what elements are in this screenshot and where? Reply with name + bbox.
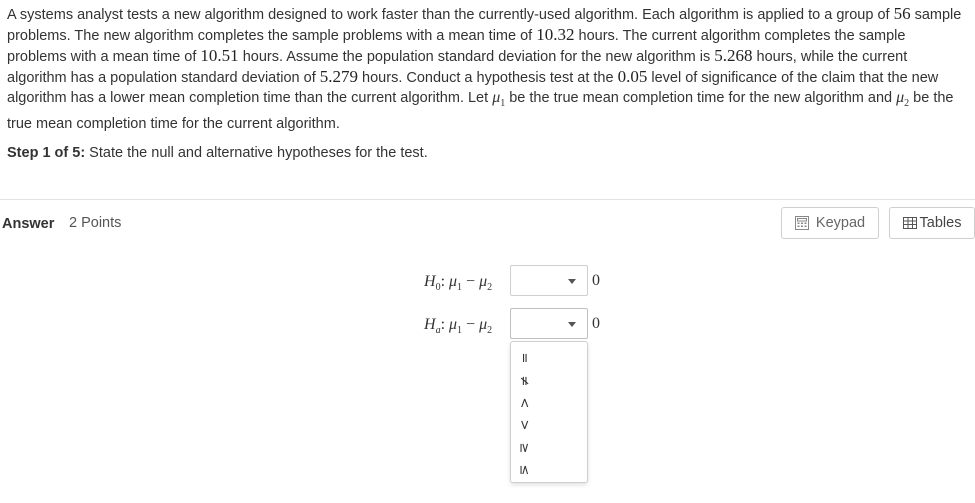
alternative-hypothesis-label: $H_a$: $\mu_1 - \mu_2$ [424, 316, 493, 337]
null-hypothesis-operator-select[interactable] [510, 265, 588, 296]
operator-option-not-equal[interactable]: ≠ [516, 375, 532, 387]
keypad-button[interactable] [781, 207, 879, 239]
alternative-hypothesis-operator-select[interactable] [510, 308, 588, 339]
mu1-symbol: $\mu_1$ [492, 89, 506, 110]
mean-current-value: 10.51 [200, 46, 239, 65]
operator-option-greater-or-equal[interactable]: ≥ [516, 442, 532, 454]
tables-label: Tables [919, 215, 962, 231]
chevron-down-icon [568, 322, 576, 327]
sample-size-value: 56 [893, 4, 911, 23]
operator-option-equal[interactable]: = [516, 352, 532, 364]
chevron-down-icon [568, 279, 576, 284]
problem-statement [7, 4, 962, 134]
step-instruction [7, 145, 428, 161]
step-text: State the null and alternative hypotheses for the test. [85, 145, 428, 161]
problem-text: be the true mean completion time for the new algorithm and [505, 90, 897, 106]
problem-text: hours, while the current algorithm has a population standard deviation of [7, 49, 908, 86]
operator-dropdown-menu [510, 341, 588, 483]
problem-text: hours. Conduct a hypothesis test at the [358, 70, 618, 86]
keypad-label: Keypad [815, 215, 866, 231]
null-hypothesis-label: $H_0$: $\mu_1 - \mu_2$ [424, 273, 493, 294]
sd-new-value: 5.268 [714, 46, 753, 65]
operator-option-less-than[interactable]: < [516, 397, 532, 409]
problem-text: level of significance of the claim that the new algorithm has a lower mean completion time than the current algorithm. Let [7, 70, 939, 106]
table-icon [903, 217, 917, 229]
answer-label: Answer [2, 216, 55, 232]
mean-new-value: 10.32 [536, 25, 575, 44]
sd-current-value: 5.279 [319, 67, 359, 86]
problem-text: hours. The current algorithm completes the sample problems with a mean time of [7, 28, 906, 65]
operator-option-less-or-equal[interactable]: ≤ [516, 464, 532, 476]
problem-text: hours. Assume the population standard deviation for the new algorithm is [238, 49, 715, 65]
divider [0, 199, 975, 200]
alternative-hypothesis-value: 0 [592, 315, 600, 332]
problem-text: be the true mean completion time for the current algorithm. [7, 90, 954, 133]
alpha-value: 0.05 [617, 67, 648, 86]
problem-text: sample problems. The new algorithm completes the sample problems with a mean time of [7, 7, 962, 44]
step-label: Step 1 of 5: [7, 145, 86, 161]
tables-button[interactable] [889, 207, 975, 239]
keypad-icon [795, 216, 809, 230]
points-label: 2 Points [69, 215, 122, 231]
operator-option-greater-than[interactable]: > [516, 419, 532, 431]
mu2-symbol: $\mu_2$ [896, 89, 910, 110]
null-hypothesis-value: 0 [592, 272, 600, 289]
problem-text: A systems analyst tests a new algorithm designed to work faster than the currently-used algorithm. Each algorithm is applied to a group of [7, 7, 894, 23]
